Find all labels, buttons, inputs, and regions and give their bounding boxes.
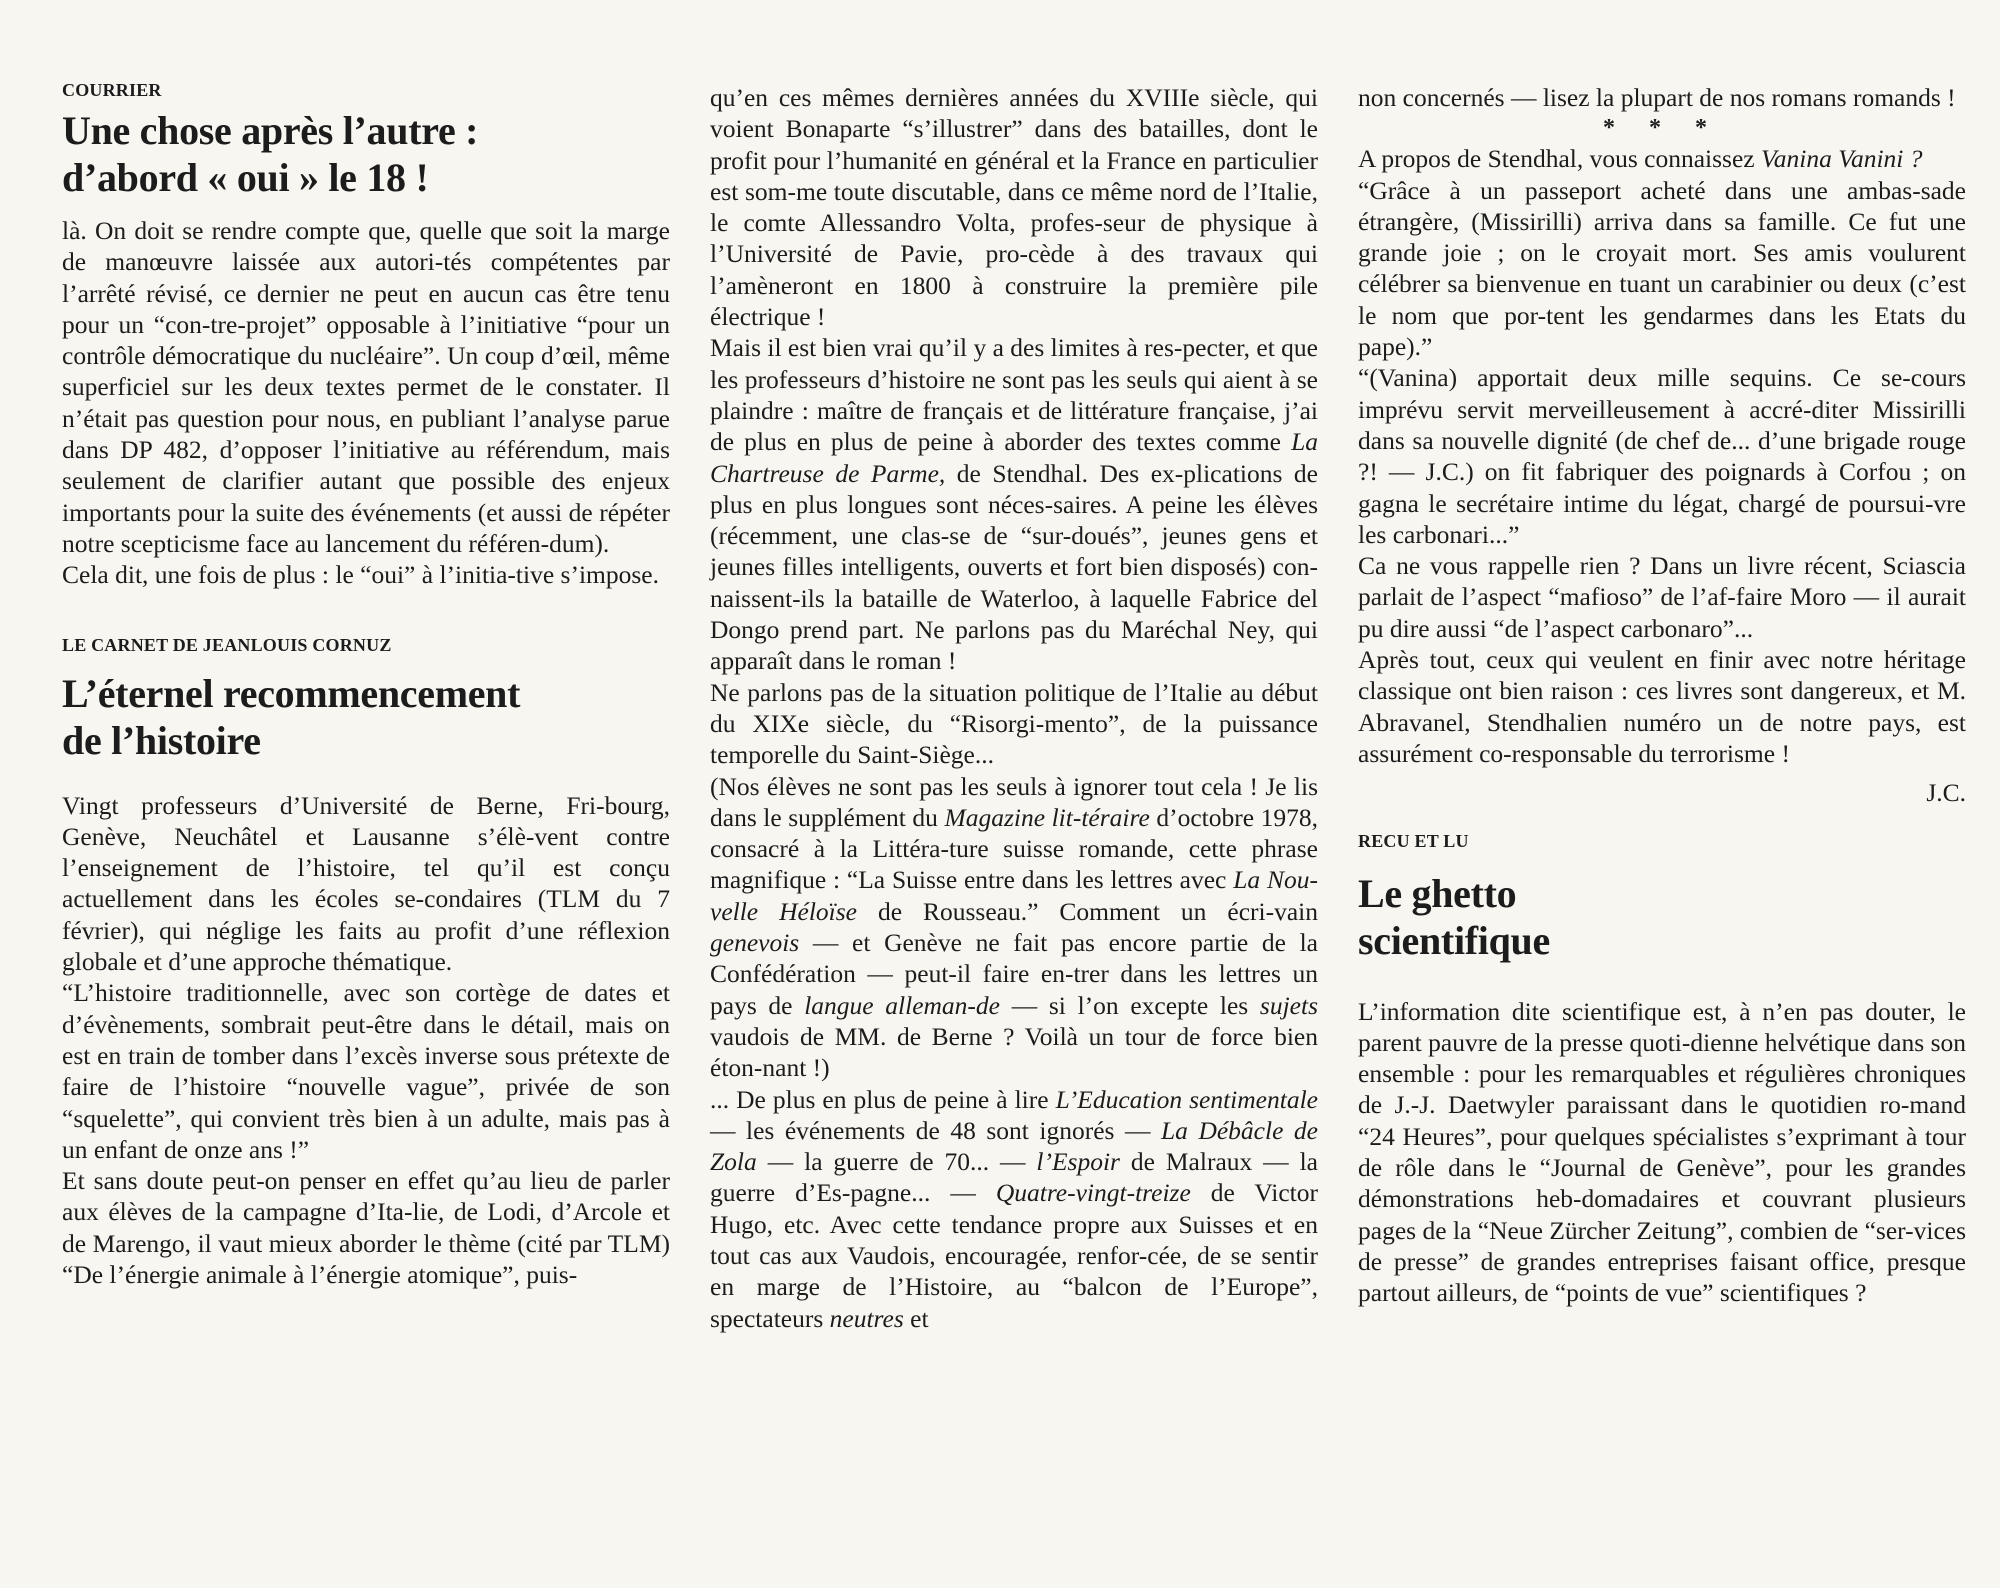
paragraph: Vingt professeurs d’Université de Berne, Fri-bourg, Genève, Neuchâtel et Lausanne s’élè-vent contre l’enseignement de l’histoire, tel qu’il est conçu actuellement dans les écoles se-condaires (TLM du 7 février), qui néglige les faits au profit d’une réflexion globale et d’une approche thématique. [62, 790, 670, 977]
paragraph: Cela dit, une fois de plus : le “oui” à l’initia-tive s’impose. [62, 560, 659, 590]
book-title: l’Espoir [1036, 1147, 1120, 1177]
text-run: — les événements de 48 sont ignorés — [710, 1115, 1161, 1145]
text-run: et [903, 1303, 929, 1333]
headline-line: Le ghetto [1358, 870, 1517, 916]
paragraph: “Grâce à un passeport acheté dans une ambas-sade étrangère, (Missirilli) arriva dans sa famille. Ce fut une grande joie ; on le croyait mort. Ses amis voulurent célébrer sa bienvenue en tuant un carabinier ou deux (c’est le nom que por-tent les gendarmes dans les Etats du pape).” [1358, 175, 1966, 362]
author-signature: J.C. [1926, 778, 1966, 808]
headline-courrier [62, 107, 670, 201]
paragraph: L’information dite scientifique est, à n’en pas douter, le parent pauvre de la presse quoti-dienne helvétique dans son ensemble : pour les remarquables et régulières chroniques de J.-J. Daetwyler paraissant dans le quotidien ro-mand “24 Heures”, pour quelques spécialistes s’exprimant à tour de rôle dans le “Journal de Genève”, pour les grandes démonstrations heb-domadaires et couvrant plusieurs pages de la “Neue Zürcher Zeitung”, combien de “ser-vices de presse” de grandes entreprises faisant office, presque partout ailleurs, de “points de vue” scientifiques ? [1358, 996, 1966, 1308]
section-kicker-courrier: COURRIER [62, 80, 162, 100]
text-run: ... De plus en plus de peine à lire [710, 1084, 1056, 1114]
text-run: vaudois de MM. de Berne ? Voilà un tour de force bien éton-nant !) [710, 1021, 1318, 1083]
paragraph: “(Vanina) apportait deux mille sequins. Ce se-cours imprévu servit merveilleusement à accré-diter Missirilli dans sa nouvelle dignité (de chef de... d’une brigade rouge ?! — J.C.) on fit fabriquer des poignards à Corfou ; on gagna le secrétaire intime du légat, chargé de poursui-vre les carbonari...” [1358, 363, 1966, 549]
text-run: de Victor Hugo, etc. Avec cette tendance propre aux Suisses et en tout cas aux Vaudois, encouragée, renfor-cée, de se sentir en marge de l’Histoire, au “balcon de l’Europe”, spectateurs [710, 1178, 1318, 1333]
text-run: de Malraux — la guerre d’Es-pagne... — [710, 1147, 1318, 1208]
headline-line: de l’histoire [62, 717, 261, 763]
paragraph: Et sans doute peut-on penser en effet qu’au lieu de parler aux élèves de la campagne d’Ita-lie, de Lodi, d’Arcole et de Marengo, il vaut mieux aborder le thème (cité par TLM) “De l’énergie animale à l’énergie atomique”, puis- [62, 1166, 670, 1290]
text-run: — la guerre de 70... — [756, 1147, 1037, 1177]
text-run: d’octobre 1978, consacré à la Littéra-ture suisse romande, cette phrase magnifique : “La Suisse entre dans les lettres avec [710, 802, 1318, 895]
paragraph [710, 1084, 1318, 1334]
paragraph: “L’histoire traditionnelle, avec son cortège de dates et d’évènements, sombrait peut-être dans le détail, mais on est en train de tomber dans l’excès inverse sous prétexte de faire de l’histoire “nouvelle vague”, privée de son “squelette”, qui convient très bien à un adulte, mais pas à un enfant de onze ans !” [62, 978, 670, 1164]
section-kicker-recu: RECU ET LU [1358, 830, 1469, 851]
italic-word: neutres [829, 1303, 904, 1333]
paragraph [710, 771, 1318, 1084]
headline-line: scientifique [1358, 917, 1550, 963]
column-3 [1358, 82, 1966, 1309]
book-title: Vanina Vanini ? [1760, 144, 1923, 174]
book-title: Magazine lit-téraire [944, 802, 1150, 832]
section-kicker-carnet: LE CARNET DE JEANLOUIS CORNUZ [62, 634, 392, 655]
paragraph: qu’en ces mêmes dernières années du XVIIIe siècle, qui voient Bonaparte “s’illustrer” dans des batailles, dont le profit pour l’humanité en général et la France en particulier est som-me toute discutable, dans ce même nord de l’Italie, le comte Allessandro Volta, profes-seur de physique à l’Université de Pavie, pro-cède à des travaux qui l’amèneront en 1800 à construire la première pile électrique ! [710, 83, 1318, 332]
italic-word: genevois [710, 928, 800, 958]
paragraph: Ne parlons pas de la situation politique de l’Italie au début du XIXe siècle, du “Risorgi-mento”, de la puissance temporelle du Saint-Siège... [710, 677, 1318, 770]
headline-line: Une chose après l’autre : [62, 108, 479, 153]
book-title: La Débâcle de Zola [710, 1115, 1318, 1177]
text-run: de Stendhal. Des ex-plications de plus en plus longues sont néces-saires. A peine les élèves (récemment, une clas-se de “sur-doués”, jeunes gens et jeunes filles intelligents, ouverts et fort bien disposés) con-naissent-ils la bataille de Waterloo, à laquelle Fabrice del Dongo prend part. Ne parlons pas du Maréchal Ney, qui apparaît dans le roman ! [710, 458, 1318, 676]
book-title: L’Education sentimentale [1055, 1084, 1318, 1114]
paragraph [1358, 143, 1966, 174]
text-run: Mais il est bien vrai qu’il y a des limites à res-pecter, et que les professeurs d’histoire ne sont pas les seuls qui aient à se plaindre : maître de français et de littérature française, j’ai de plus en plus de peine à aborder des textes comme [710, 333, 1318, 457]
text-run: — et Genève ne fait pas encore partie de la Confédération — peut-il faire en-trer dans les lettres un pays de [710, 928, 1318, 1020]
text-run: (Nos élèves ne sont pas les seuls à ignorer tout cela ! Je lis dans le supplément du [710, 771, 1318, 832]
book-title: Quatre-vingt-treize [995, 1178, 1191, 1208]
column-1 [62, 80, 670, 1290]
headline-line: d’abord « oui » le 18 ! [62, 155, 429, 200]
headline-line: L’éternel recommencement [62, 670, 521, 716]
book-title: La Chartreuse de Parme, [710, 427, 1318, 488]
paragraph [710, 332, 1318, 676]
column-2 [710, 82, 1318, 1334]
text-run: — si l’on excepte les [1000, 990, 1260, 1020]
text-run: A propos de Stendhal, vous connaissez [1358, 144, 1761, 174]
section-divider-stars: * * * [1603, 115, 1721, 142]
headline-ghetto [1358, 870, 1966, 964]
paragraph: là. On doit se rendre compte que, quelle que soit la marge de manœuvre laissée aux autori-tés compétentes par l’arrêté révisé, ce dernier ne peut en aucun cas être tenu pour un “con-tre-projet” opposable à l’initiative “pour un contrôle démocratique du nucléaire”. Un coup d’œil, même superficiel sur les deux textes permet de le constater. Il n’était pas question pour nous, en publiant l’analyse parue dans DP 482, d’opposer l’initiative au référendum, mais seulement de clarifier autant que possible des enjeux importants pour la suite des événements (et aussi de répéter notre scepticisme face au lancement du référen-dum). [62, 216, 670, 558]
paragraph: non concernés — lisez la plupart de nos romans romands ! [1358, 83, 1956, 112]
italic-word: sujets [1259, 990, 1318, 1020]
paragraph: Ca ne vous rappelle rien ? Dans un livre récent, Sciascia parlait de l’aspect “mafioso” de l’af-faire Moro — il aurait pu dire aussi “de l’aspect carbonaro”... [1358, 551, 1966, 643]
text-run: de Rousseau.” Comment un écri-vain [856, 896, 1318, 926]
paragraph: Après tout, ceux qui veulent en finir avec notre héritage classique ont bien raison : ces livres sont dangereux, et M. Abravanel, Stendhalien numéro un de notre pays, est assurément co-responsable du terrorisme ! [1358, 645, 1966, 768]
headline-histoire [62, 670, 670, 764]
italic-word: langue alleman-de [804, 990, 1000, 1020]
book-title: La Nou-velle Héloïse [710, 865, 1318, 926]
